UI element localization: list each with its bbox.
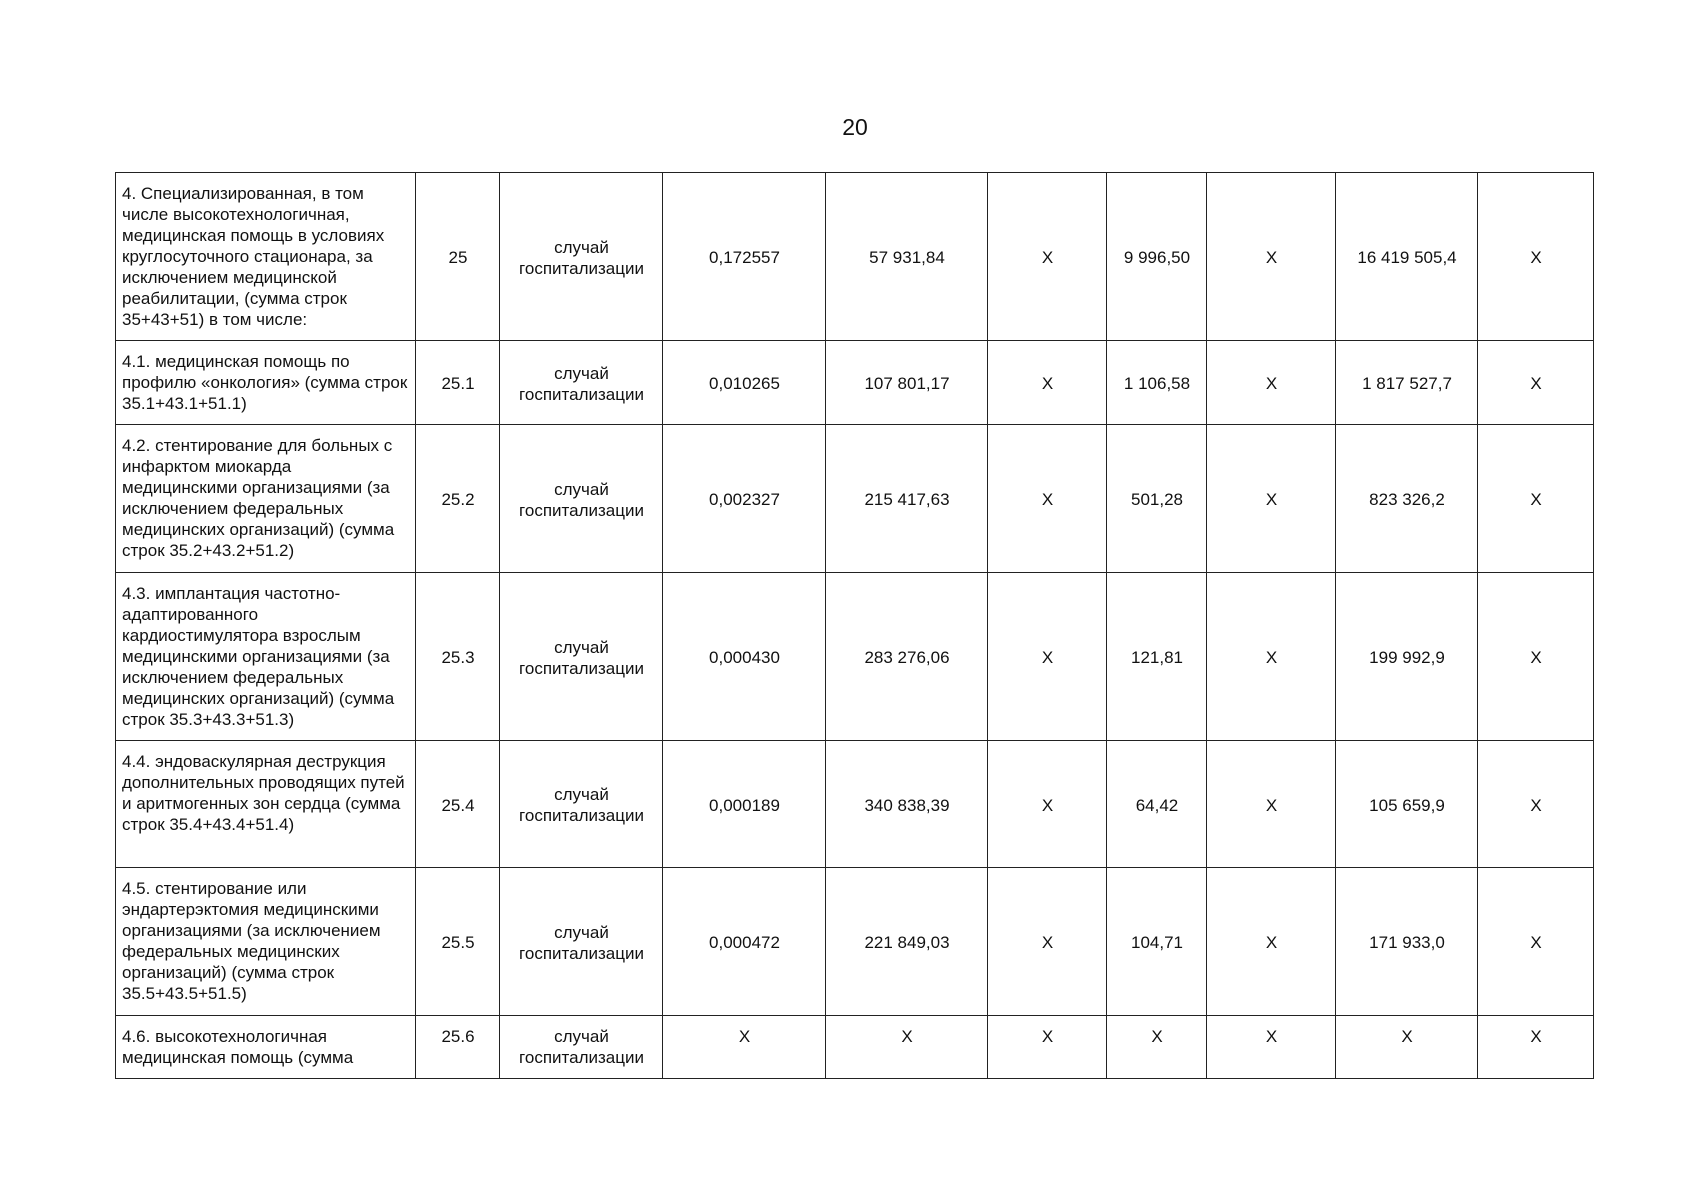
row-cell-x: Х (1207, 868, 1336, 1016)
row-cell-x: Х (988, 425, 1107, 573)
row-cell-x: Х (988, 1016, 1107, 1079)
row-cell-x: Х (1207, 573, 1336, 741)
row-description: 4.4. эндоваскулярная деструкция дополнительных проводящих путей и аритмогенных зон сердца (сумма строк 35.4+43.4+51.4) (116, 741, 416, 868)
row-cell-x: Х (988, 741, 1107, 868)
table-row (116, 341, 1594, 425)
table-row (116, 1016, 1594, 1079)
row-unit: случай госпитализации (500, 741, 663, 868)
row-total: Х (1336, 1016, 1478, 1079)
row-per-capita: Х (1107, 1016, 1207, 1079)
table-row (116, 868, 1594, 1016)
row-cell-x: Х (1478, 573, 1594, 741)
row-unit: случай госпитализации (500, 425, 663, 573)
row-description: 4.3. имплантация частотно-адаптированного кардиостимулятора взрослым медицинскими организациями (за исключением федеральных медицинских организаций) (сумма строк 35.3+43.3+51.3) (116, 573, 416, 741)
row-cell-x: Х (1478, 341, 1594, 425)
row-per-capita: 501,28 (1107, 425, 1207, 573)
row-total: 1 817 527,7 (1336, 341, 1478, 425)
row-cost: 340 838,39 (826, 741, 988, 868)
row-cell-x: Х (988, 173, 1107, 341)
table-row (116, 425, 1594, 573)
row-total: 823 326,2 (1336, 425, 1478, 573)
row-cell-x: Х (988, 573, 1107, 741)
row-code: 25.6 (416, 1016, 500, 1079)
row-code: 25.5 (416, 868, 500, 1016)
row-cell-x: Х (988, 868, 1107, 1016)
row-norm: 0,002327 (663, 425, 826, 573)
table-row (116, 573, 1594, 741)
row-description: 4.6. высокотехнологичная медицинская помощь (сумма (116, 1016, 416, 1079)
data-table (115, 172, 1594, 1079)
row-unit: случай госпитализации (500, 573, 663, 741)
row-code: 25.3 (416, 573, 500, 741)
row-cost: 221 849,03 (826, 868, 988, 1016)
row-total: 16 419 505,4 (1336, 173, 1478, 341)
row-cell-x: Х (1478, 173, 1594, 341)
row-norm: 0,000472 (663, 868, 826, 1016)
row-norm: 0,000189 (663, 741, 826, 868)
row-description: 4. Специализированная, в том числе высокотехнологичная, медицинская помощь в условиях круглосуточного стационара, за исключением медицинской реабилитации, (сумма строк 35+43+51) в том числе: (116, 173, 416, 341)
row-cost: 57 931,84 (826, 173, 988, 341)
row-unit: случай госпитализации (500, 868, 663, 1016)
row-description: 4.5. стентирование или эндартерэктомия медицинскими организациями (за исключением федеральных медицинских организаций) (сумма строк 35.5+43.5+51.5) (116, 868, 416, 1016)
row-cost: 283 276,06 (826, 573, 988, 741)
table-row (116, 741, 1594, 868)
row-per-capita: 9 996,50 (1107, 173, 1207, 341)
table-row (116, 173, 1594, 341)
row-cell-x: Х (1478, 425, 1594, 573)
row-code: 25 (416, 173, 500, 341)
row-norm: 0,000430 (663, 573, 826, 741)
row-cell-x: Х (1478, 741, 1594, 868)
row-code: 25.1 (416, 341, 500, 425)
row-cost: 215 417,63 (826, 425, 988, 573)
row-total: 199 992,9 (1336, 573, 1478, 741)
row-cell-x: Х (1478, 1016, 1594, 1079)
row-cost: 107 801,17 (826, 341, 988, 425)
row-cell-x: Х (1207, 741, 1336, 868)
row-total: 105 659,9 (1336, 741, 1478, 868)
row-norm: 0,172557 (663, 173, 826, 341)
row-cell-x: Х (1478, 868, 1594, 1016)
row-cell-x: Х (1207, 173, 1336, 341)
row-unit: случай госпитализации (500, 1016, 663, 1079)
row-norm: Х (663, 1016, 826, 1079)
row-description: 4.2. стентирование для больных с инфарктом миокарда медицинскими организациями (за исключением федеральных медицинских организаций) (сумма строк 35.2+43.2+51.2) (116, 425, 416, 573)
row-per-capita: 64,42 (1107, 741, 1207, 868)
row-cell-x: Х (1207, 425, 1336, 573)
row-description: 4.1. медицинская помощь по профилю «онкология» (сумма строк 35.1+43.1+51.1) (116, 341, 416, 425)
row-code: 25.2 (416, 425, 500, 573)
row-unit: случай госпитализации (500, 173, 663, 341)
page-number: 20 (842, 114, 868, 140)
row-cell-x: Х (1207, 1016, 1336, 1079)
row-per-capita: 104,71 (1107, 868, 1207, 1016)
row-cell-x: Х (1207, 341, 1336, 425)
row-cost: Х (826, 1016, 988, 1079)
row-code: 25.4 (416, 741, 500, 868)
row-total: 171 933,0 (1336, 868, 1478, 1016)
row-per-capita: 121,81 (1107, 573, 1207, 741)
row-norm: 0,010265 (663, 341, 826, 425)
row-per-capita: 1 106,58 (1107, 341, 1207, 425)
row-unit: случай госпитализации (500, 341, 663, 425)
row-cell-x: Х (988, 341, 1107, 425)
